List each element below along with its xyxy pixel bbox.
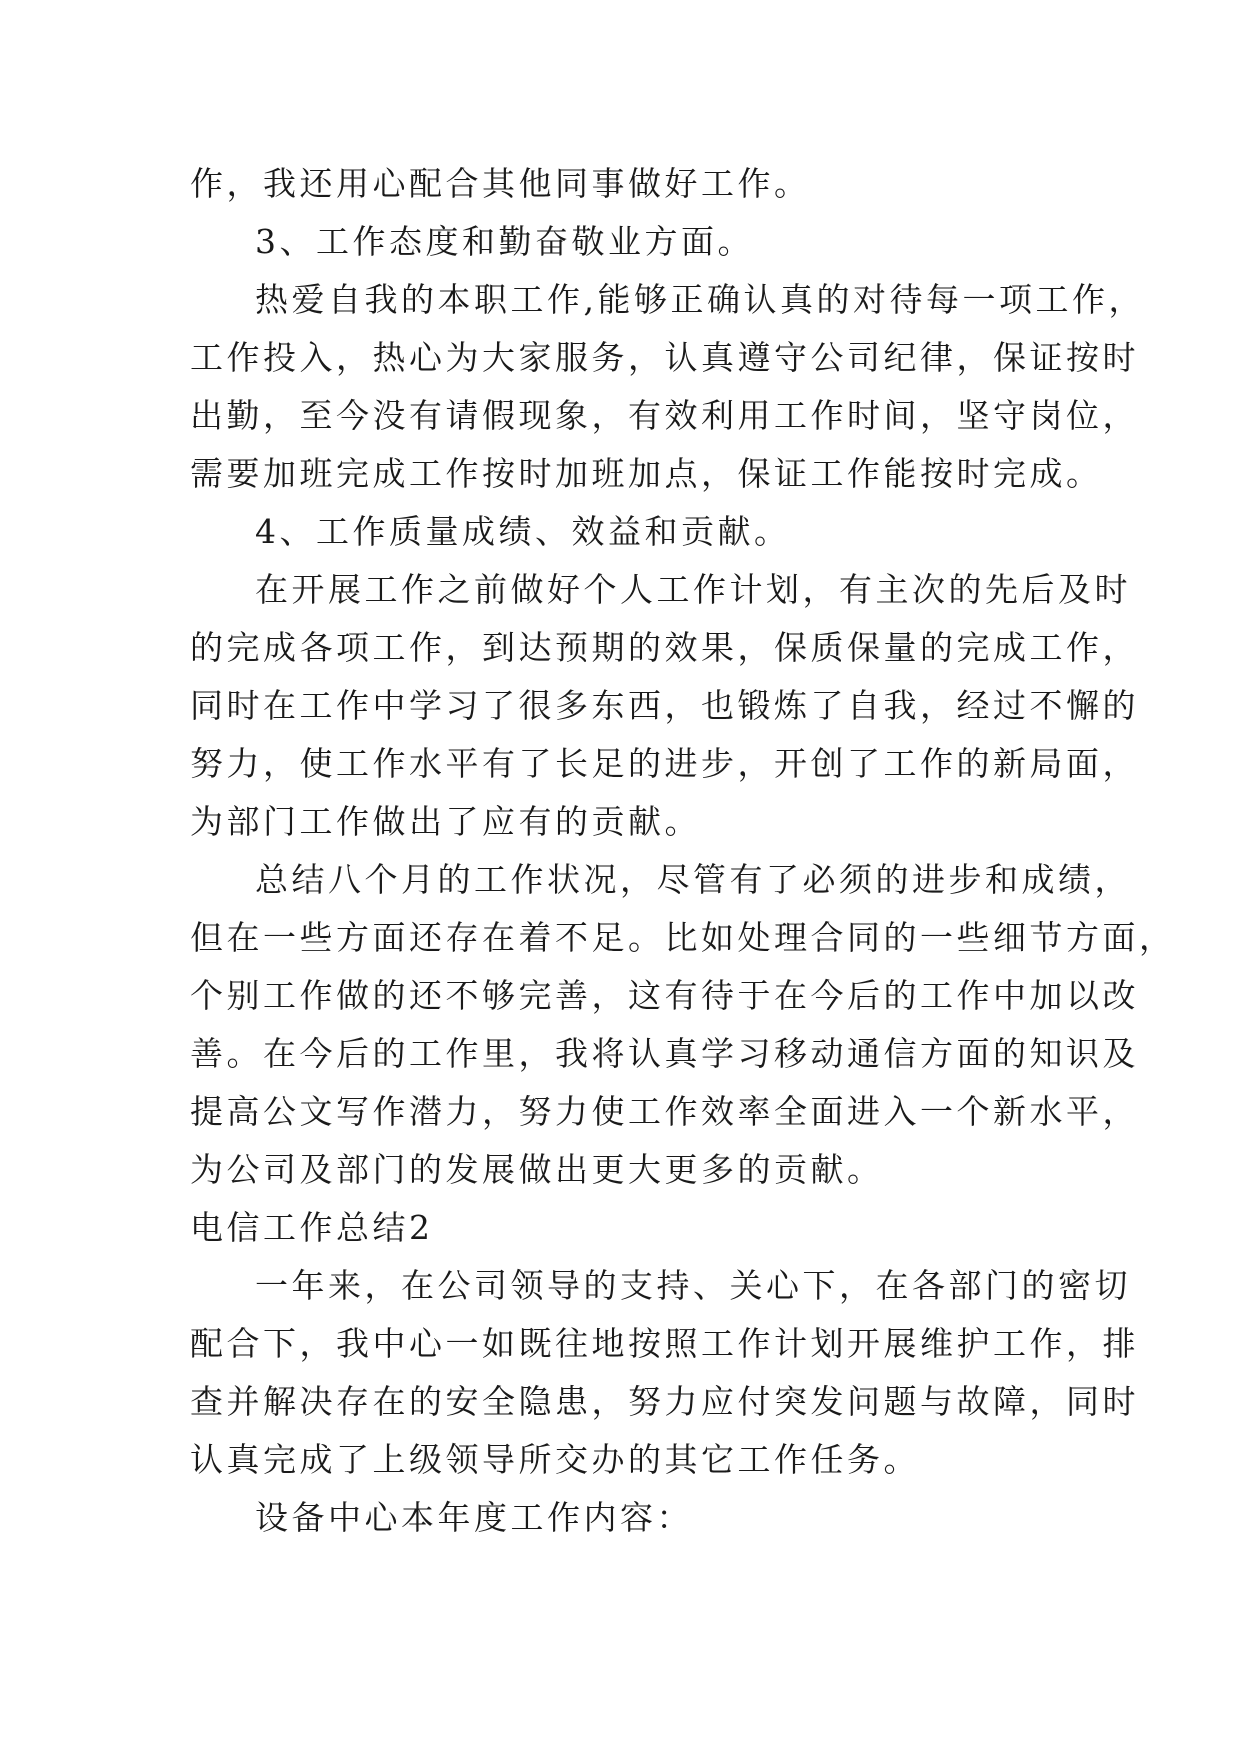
paragraph-line-14: 但在一些方面还存在着不足。比如处理合同的一些细节方面， (190, 918, 1176, 957)
paragraph-line-9: 的完成各项工作，到达预期的效果，保质保量的完成工作， (190, 628, 1139, 667)
paragraph-line-10: 同时在工作中学习了很多东西，也锻炼了自我，经过不懈的 (190, 686, 1139, 725)
section-heading-3: 3、工作态度和勤奋敬业方面。 (255, 222, 754, 261)
paragraph-line-17: 提高公文写作潜力，努力使工作效率全面进入一个新水平， (190, 1092, 1139, 1131)
section-heading-4: 4、工作质量成绩、效益和贡献。 (255, 512, 791, 551)
document-section-title: 电信工作总结2 (190, 1208, 434, 1247)
paragraph-line-15: 个别工作做的还不够完善，这有待于在今后的工作中加以改 (190, 976, 1139, 1015)
paragraph-line-3: 热爱自我的本职工作,能够正确认真的对待每一项工作， (255, 280, 1145, 319)
paragraph-line-18: 为公司及部门的发展做出更大更多的贡献。 (190, 1150, 884, 1189)
paragraph-line-23: 认真完成了上级领导所交办的其它工作任务。 (190, 1440, 920, 1479)
paragraph-line-5: 出勤，至今没有请假现象，有效利用工作时间，坚守岗位， (190, 396, 1139, 435)
paragraph-line-6: 需要加班完成工作按时加班加点，保证工作能按时完成。 (190, 454, 1103, 493)
paragraph-line-11: 努力，使工作水平有了长足的进步，开创了工作的新局面， (190, 744, 1139, 783)
paragraph-line-21: 配合下，我中心一如既往地按照工作计划开展维护工作，排 (190, 1324, 1139, 1363)
paragraph-line-24: 设备中心本年度工作内容： (255, 1498, 693, 1537)
paragraph-line-16: 善。在今后的工作里，我将认真学习移动通信方面的知识及 (190, 1034, 1139, 1073)
paragraph-line-4: 工作投入，热心为大家服务，认真遵守公司纪律，保证按时 (190, 338, 1139, 377)
paragraph-line-12: 为部门工作做出了应有的贡献。 (190, 802, 701, 841)
paragraph-line-13: 总结八个月的工作状况，尽管有了必须的进步和成绩， (255, 860, 1131, 899)
paragraph-line-1: 作，我还用心配合其他同事做好工作。 (190, 164, 811, 203)
paragraph-line-20: 一年来，在公司领导的支持、关心下，在各部门的密切 (255, 1266, 1131, 1305)
paragraph-line-22: 查并解决存在的安全隐患，努力应付突发问题与故障，同时 (190, 1382, 1139, 1421)
paragraph-line-8: 在开展工作之前做好个人工作计划，有主次的先后及时 (255, 570, 1131, 609)
